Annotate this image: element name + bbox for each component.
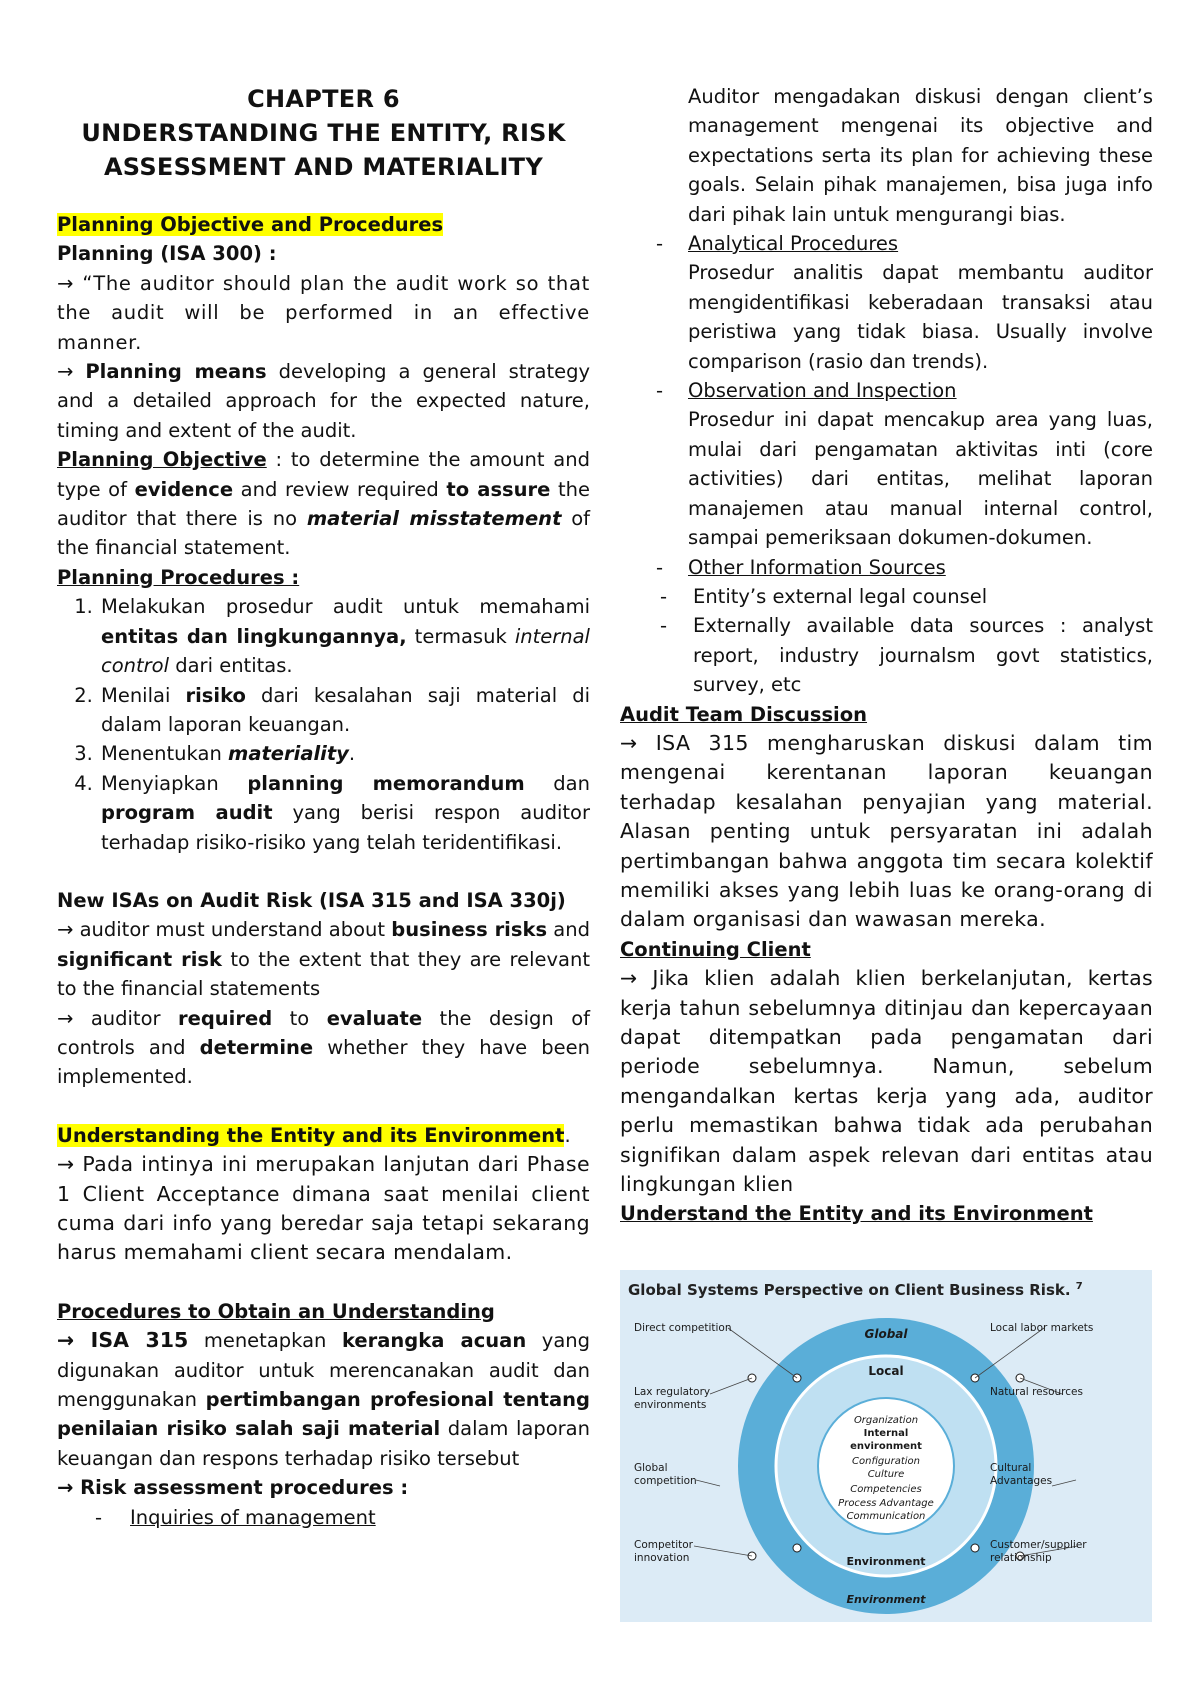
procedures-list (620, 229, 1153, 700)
ring-global-label: Global (864, 1327, 908, 1341)
ring-local-label: Local (868, 1364, 904, 1378)
planning-procedures-label: Planning Procedures : (57, 565, 300, 589)
new-isas-heading: New ISAs on Audit Risk (ISA 315 and ISA 330j) (57, 888, 566, 912)
label-direct-competition: Direct competition (634, 1322, 732, 1334)
understanding-heading: Understanding the Entity and its Environment. (57, 1123, 571, 1147)
continuing-client-text: → Jika klien adalah klien berkelanjutan, kertas kerja tahun sebelumnya ditinjau dan kepercayaan dapat ditempatkan pada pengamatan dari periode sebelumnya. Namun, sebelum mengandalkan kertas kerja yang ada, auditor perlu memastikan bahwa tidak ada perubahan signifikan dalam aspek relevan dari entitas atau lingkungan klien (620, 966, 1153, 1197)
understanding-text: → Pada intinya ini merupakan lanjutan dari Phase 1 Client Acceptance dimana saat menilai client cuma dari info yang beredar saja tetapi sekarang harus memahami client secara mendalam. (57, 1152, 590, 1265)
label-competitor-innovation: Competitor (634, 1539, 694, 1551)
ring-env-inner-label: Environment (846, 1555, 926, 1568)
list-item: - Inquiries of management (57, 1503, 590, 1532)
connector-dot (793, 1544, 801, 1552)
page-title: CHAPTER 6 UNDERSTANDING THE ENTITY, RISK ASSESSMENT AND MATERIALITY (81, 85, 566, 181)
understand-entity-heading: Understand the Entity and its Environment (620, 1202, 1093, 1226)
label-cultural: Cultural (990, 1462, 1032, 1474)
label-cultural: Advantages (990, 1475, 1053, 1487)
core-text: Internal (863, 1428, 909, 1439)
audit-team-text: → ISA 315 mengharuskan diskusi dalam tim mengenai kerentanan laporan keuangan terhadap kesalahan penyajian yang material. Alasan penting untuk persyaratan ini adalah pertimbangan bahwa anggota tim secara kolektif memiliki akses yang lebih luas ke orang-orang di dalam organisasi dan wawasan mereka. (620, 730, 1153, 932)
list-item: - Analytical Procedures Prosedur analitis dapat membantu auditor mengidentifikasi keberadaan transaksi atau peristiwa yang tidak biasa. Usually involve comparison (rasio dan trends). (620, 229, 1153, 376)
label-natural-resources: Natural resources (990, 1386, 1083, 1398)
list-item: 1. Melakukan prosedur audit untuk memahami entitas dan lingkungannya, termasuk internal control dari entitas. (99, 592, 590, 680)
planning-isa-label: Planning (ISA 300) : (57, 242, 277, 266)
list-item: - Other Information Sources - Entity’s external legal counsel - Externally available data sources : analyst report, industry journalsm govt statistics, survey, etc (620, 553, 1153, 700)
label-global-competition: Global (634, 1462, 668, 1474)
core-text: Communication (846, 1511, 926, 1522)
left-column (57, 82, 590, 1532)
new-isas-line2: → auditor required to evaluate the design of controls and determine whether they have been implemented. (57, 1006, 590, 1089)
list-item: - Externally available data sources : analyst report, industry journalsm govt statistics, survey, etc (620, 611, 1153, 699)
planning-heading: Planning Objective and Procedures (57, 213, 444, 236)
risk-assessment-label: → Risk assessment procedures : (57, 1476, 409, 1500)
planning-quote: → “The auditor should plan the audit work so that the audit will be performed in an effective manner. (57, 271, 590, 354)
label-global-competition: competition (634, 1475, 697, 1487)
core-text: Process Advantage (838, 1498, 934, 1509)
list-item: 2. Menilai risiko dari kesalahan saji material di dalam laporan keuangan. (99, 681, 590, 740)
core-text: environment (850, 1441, 922, 1452)
new-isas-line1: → auditor must understand about business risks and significant risk to the extent that they are relevant to the financial statements (57, 918, 590, 1001)
label-lax-regulatory: Lax regulatory (634, 1386, 711, 1398)
planning-means: → Planning means developing a general strategy and a detailed approach for the expected nature, timing and extent of the audit. (57, 360, 590, 442)
list-item: 3. Menentukan materiality. (99, 739, 590, 768)
label-competitor-innovation: innovation (634, 1552, 690, 1564)
label-customer-supplier: Customer/supplier (990, 1539, 1087, 1551)
figure-title: Global Systems Perspective on Client Business Risk. $^7$ (628, 1281, 1083, 1299)
continuing-client-heading: Continuing Client (620, 937, 811, 961)
label-lax-regulatory: environments (634, 1399, 707, 1411)
procedures-obtain-text: → ISA 315 menetapkan kerangka acuan yang digunakan auditor untuk merencanakan audit dan menggunakan pertimbangan profesional tentang penilaian risiko salah saji material dalam laporan keuangan dan respons terhadap risiko tersebut (57, 1328, 591, 1470)
planning-objective: Planning Objective : to determine the amount and type of evidence and review required to assure the auditor that there is no material misstatement of the financial statement. (57, 448, 590, 560)
ring-env-outer-label: Environment (846, 1593, 926, 1606)
core-text: Organization (853, 1415, 919, 1426)
label-local-labor: Local labor markets (990, 1322, 1094, 1334)
list-item: - Observation and Inspection Prosedur ini dapat mencakup area yang luas, mulai dari pengamatan aktivitas inti (core activities) dari entitas, melihat laporan manajemen atau manual internal control, sampai pemeriksaan dokumen-dokumen. (620, 376, 1153, 552)
inquiries-text: Auditor mengadakan diskusi dengan client’s management mengenai its objective and expectations serta its plan for achieving these goals. Selain pihak manajemen, bisa juga info dari pihak lain untuk mengurangi bias. (688, 85, 1153, 226)
connector-dot (971, 1544, 979, 1552)
audit-team-heading: Audit Team Discussion (620, 702, 868, 726)
core-text: Configuration (852, 1456, 920, 1467)
list-item: 4. Menyiapkan planning memorandum dan program audit yang berisi respon auditor terhadap risiko-risiko yang telah teridentifikasi. (99, 769, 590, 857)
core-text: Competencies (850, 1484, 922, 1495)
planning-procedures-list (57, 592, 590, 857)
list-item: - Entity’s external legal counsel (620, 582, 1153, 611)
right-column (620, 82, 1153, 1229)
core-text: Culture (867, 1469, 905, 1480)
risk-procedures-list (57, 1503, 590, 1532)
diagram-svg (620, 1270, 1152, 1622)
business-risk-diagram (620, 1270, 1152, 1622)
label-customer-supplier: relationship (990, 1552, 1052, 1564)
procedures-obtain-heading: Procedures to Obtain an Understanding (57, 1299, 495, 1323)
